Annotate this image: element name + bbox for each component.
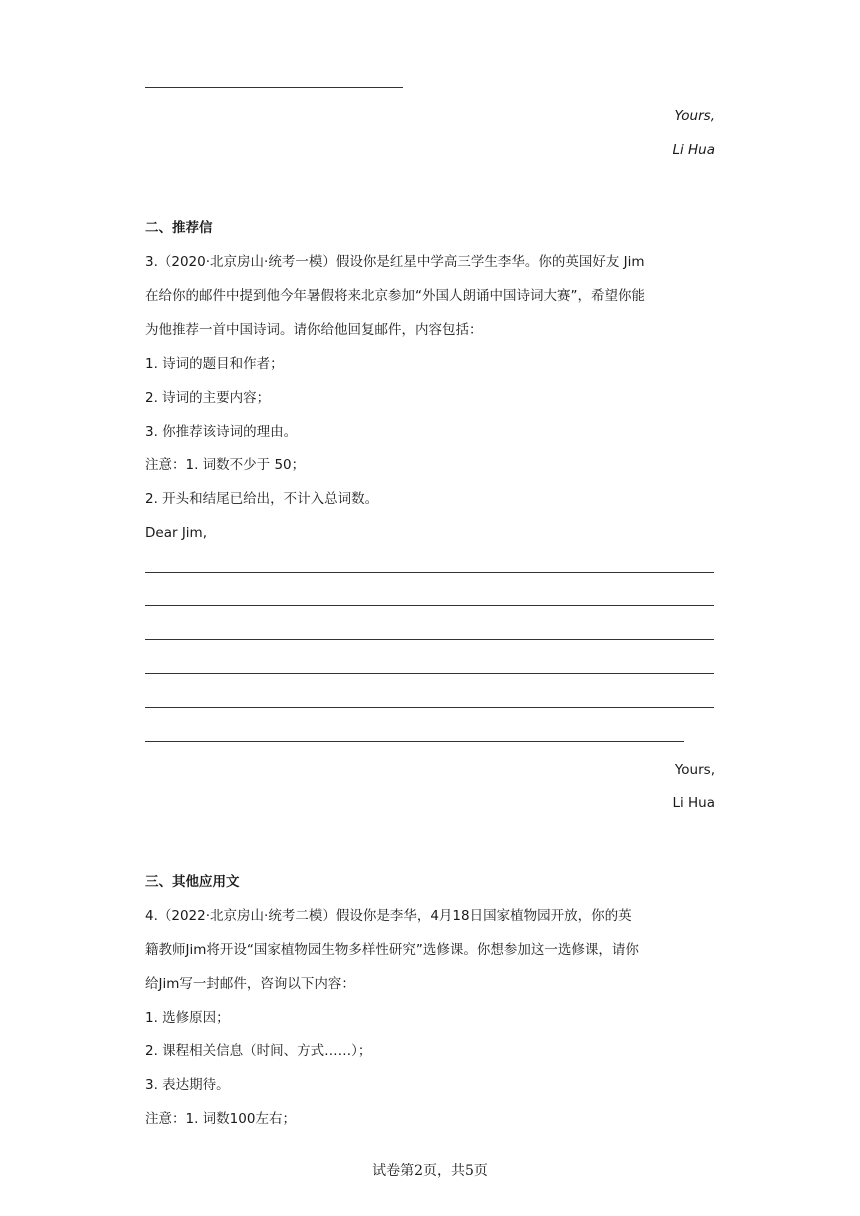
q4-note-1: 注意：1. 词数100左右； xyxy=(145,1111,296,1127)
q3-note-1: 注意：1. 词数不少于 50； xyxy=(145,457,306,473)
q4-item-2: 2. 课程相关信息（时间、方式……）； xyxy=(145,1043,372,1059)
answer-line xyxy=(145,572,714,573)
q3-line-2: 在给你的邮件中提到他今年暑假将来北京参加“外国人朗诵中国诗词大赛”，希望你能 xyxy=(145,288,645,304)
q3-item-1: 1. 诗词的题目和作者； xyxy=(145,356,284,372)
q4-item-3: 3. 表达期待。 xyxy=(145,1077,230,1093)
signature-top: Li Hua xyxy=(672,142,715,158)
answer-line xyxy=(145,605,714,606)
answer-line-top xyxy=(145,87,403,88)
closing-top: Yours, xyxy=(674,108,715,124)
q3-item-2: 2. 诗词的主要内容； xyxy=(145,390,271,406)
q3-note-2: 2. 开头和结尾已给出，不计入总词数。 xyxy=(145,491,379,507)
q4-item-1: 1. 选修原因； xyxy=(145,1010,230,1026)
q3-line-1: 3.（2020·北京房山·统考一模）假设你是红星中学高三学生李华。你的英国好友 Jim xyxy=(145,254,645,270)
answer-line xyxy=(145,639,714,640)
page-footer: 试卷第2页，共5页 xyxy=(372,1163,488,1179)
q3-line-3: 为他推荐一首中国诗词。请你给他回复邮件，内容包括： xyxy=(145,322,483,338)
q4-line-2: 籍教师Jim将开设“国家植物园生物多样性研究”选修课。你想参加这一选修课，请你 xyxy=(145,942,639,958)
answer-line xyxy=(145,707,714,708)
q4-line-3: 给Jim写一封邮件，咨询以下内容： xyxy=(145,976,355,992)
section-heading-3: 三、其他应用文 xyxy=(145,874,240,890)
closing-2: Yours, xyxy=(674,762,715,778)
answer-line xyxy=(145,673,714,674)
q4-line-1: 4.（2022·北京房山·统考二模）假设你是李华，4月18日国家植物园开放，你的英 xyxy=(145,908,632,924)
answer-line xyxy=(145,741,684,742)
signature-2: Li Hua xyxy=(672,795,715,811)
q3-item-3: 3. 你推荐该诗词的理由。 xyxy=(145,424,298,440)
section-heading-2: 二、推荐信 xyxy=(145,220,213,236)
greeting: Dear Jim, xyxy=(145,525,207,541)
